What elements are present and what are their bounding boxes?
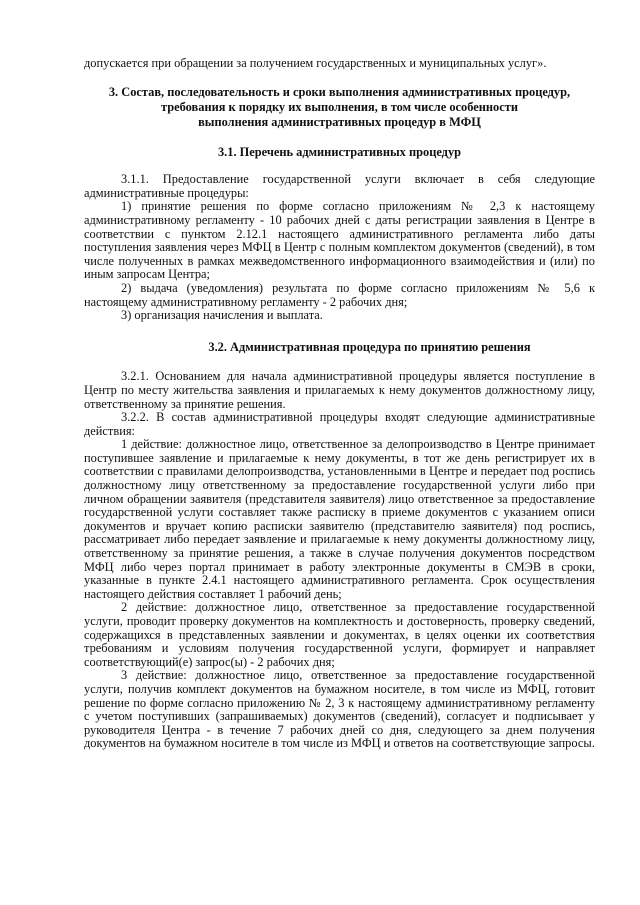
paragraph: 3.2.2. В состав административной процедуры входят следующие административные действия: — [84, 410, 595, 438]
section-3-1-body — [84, 173, 595, 323]
intro-line: допускается при обращении за получением государственных и муниципальных услуг». — [84, 56, 547, 70]
paragraph: 1) принятие решения по форме согласно приложениям № 2,3 к настоящему административному регламенту - 10 рабочих дней с даты регистрации заявления в Центре в соответствии с пунктом 2.12.1 настоящего административного регламента либо даты поступления заявления через МФЦ в Центр с полным комплектом документов (сведений), в том числе полученных в рамках межведомственного информационного взаимодействия и (или) по иным запросам Центра; — [84, 199, 595, 282]
section-3-heading-line: требования к порядку их выполнения, в том числе особенности — [161, 99, 518, 114]
section-3-heading-line: 3. Состав, последовательность и сроки выполнения административных процедур, — [108, 84, 571, 99]
paragraph: 3 действие: должностное лицо, ответственное за предоставление государственной услуги, получив комплект документов на бумажном носителе, в том числе из МФЦ, готовит решение по форме согласно приложению № 2, 3 к настоящему административному регламенту с учетом поступивших (запрашиваемых) документов (сведений), согласует и подписывает у руководителя Центра - в течение 7 рабочих дней со дня, следующего за днем получения документов на бумажном носителе в том числе из МФЦ и ответов на соответствующие запросы. — [84, 668, 595, 751]
section-3-heading — [84, 85, 595, 130]
paragraph: 2) выдача (уведомления) результата по форме согласно приложениям № 5,6 к настоящему административному регламенту - 2 рабочих дня; — [84, 280, 595, 309]
section-3-1-heading: 3.1. Перечень административных процедур — [217, 144, 462, 159]
section-3-2-heading: 3.2. Административная процедура по принятию решения — [208, 339, 531, 354]
section-3-2-body — [84, 370, 595, 751]
paragraph: 2 действие: должностное лицо, ответственное за предоставление государственной услуги, проводит проверку документов на комплектность и достоверность, проверку сведений, содержащихся в представленных заявлении и документах, в целях оценки их соответствия требованиям и условиям получения государственной услуги, формирует и направляет соответствующий(е) запрос(ы) - 2 рабочих дня; — [84, 600, 595, 669]
paragraph: 1 действие: должностное лицо, ответственное за делопроизводство в Центре принимает поступившее заявление и прилагаемые к нему документы, в тот же день регистрирует их в соответствии с правилами делопроизводства, установленными в Центре и передает под роспись должностному лицу ответственному за предоставление государственной услуги либо при личном обращении заявителя (представителя заявителя) лицо ответственное за предоставление государственной услуги составляет также расписку в приеме документов с указанием описи документов и вручает копию расписки заявителю (представителю заявителя) под роспись, рассматривает либо передает заявление и прилагаемые к нему документы должностному лицу, ответственному за принятие решения, а также в случае получения документов посредством МФЦ либо через портал принимает в работу электронные документы в СМЭВ в сроки, указанные в пункте 2.4.1 настоящего административного регламента. Срок осуществления настоящего действия составляет 1 рабочий день; — [84, 437, 595, 601]
paragraph: 3.1.1. Предоставление государственной услуги включает в себя следующие административные процедуры: — [84, 172, 595, 200]
paragraph: 3.2.1. Основанием для начала административной процедуры является поступление в Центр по месту жительства заявления и прилагаемых к нему документов должностному лицу, ответственному за принятие решения. — [84, 369, 595, 411]
paragraph: 3) организация начисления и выплата. — [121, 308, 323, 323]
section-3-heading-line: выполнения административных процедур в МФЦ — [198, 114, 481, 129]
